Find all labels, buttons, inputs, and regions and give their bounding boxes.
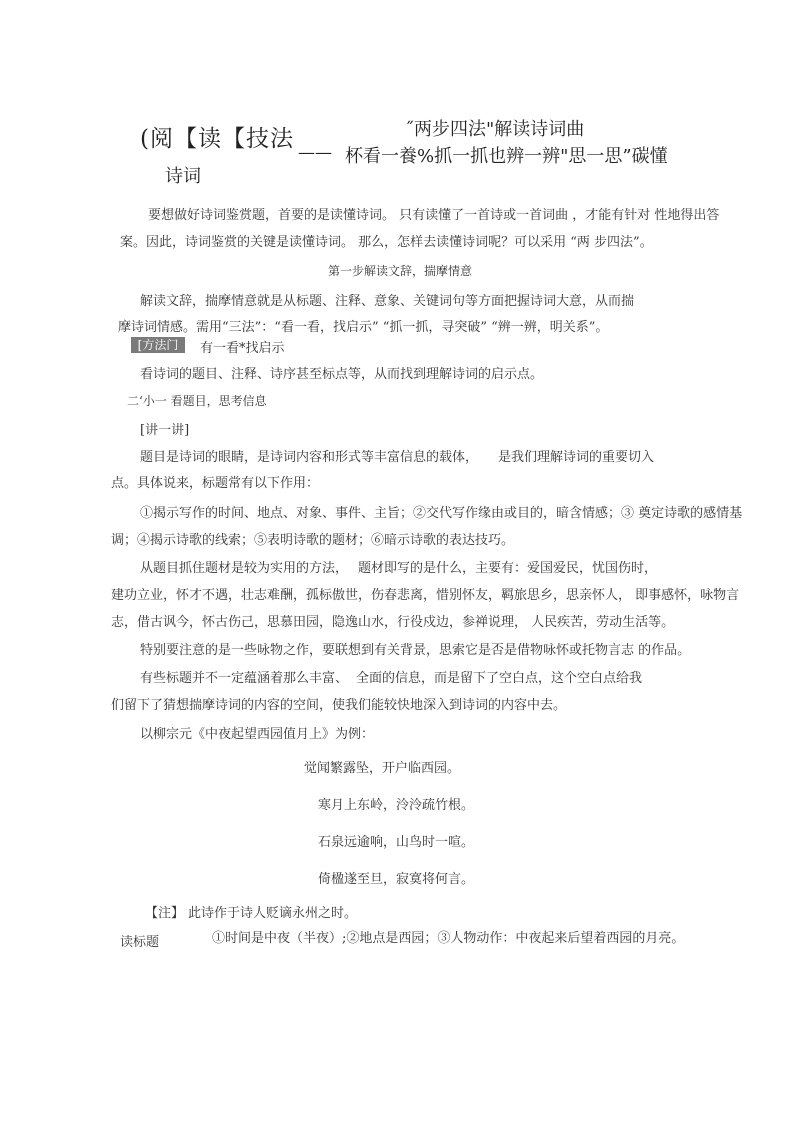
para1-b: 是我们理解诗词的重要切入	[498, 450, 655, 465]
intro-line-2: 案。因此，诗词鉴赏的关键是读懂诗词。 那么，怎样去读懂诗词呢？可以采用 “两 步四法”。	[120, 235, 653, 250]
method-label: 有一看*找启示	[200, 341, 285, 356]
lecture-label: [讲一讲]	[140, 423, 190, 438]
sub-heading: 二‘小一 看题目，思考信息	[127, 394, 267, 408]
note-label: 【注】	[145, 906, 185, 921]
title-dash: ——	[298, 143, 332, 163]
poem-line-4: 倚楹遂至旦，寂寞将何言。	[318, 872, 475, 887]
method-description: 看诗词的题目、注释、诗序甚至标点等，从而找到理解诗词的启示点。	[140, 367, 544, 382]
para3-line-3: 志，借古讽今，怀古伤己，思慕田园，隐逸山水，行役戍边，参禅说理， 人民疾苦，劳动生活等。	[111, 615, 675, 630]
title-subtitle: ˝两步四法"解读诗词曲	[405, 119, 585, 140]
method-tag: [方法门	[131, 337, 185, 353]
para5-b: 全面的信息，而是留下了空白点，这个空白点给我	[356, 671, 643, 686]
title-tail: 诗词	[165, 166, 201, 187]
para5-a: 有些标题并不一定蕴涵着那么丰富、	[140, 671, 349, 686]
step1-heading: 第一步解读文辞，揣摩情意	[328, 264, 473, 278]
poem-line-1: 觉闻繁露坠，开户临西园。	[304, 761, 461, 776]
para2-line-1: ①揭示写作的时间、地点、对象、事件、主旨；②交代写作缘由或目的，暗含情感；③ 奠定诗歌的感情基	[140, 506, 743, 521]
intro-line-1: 要想做好诗词鉴赏题，首要的是读懂诗词。 只有读懂了一首诗或一首词曲 ，才能有针对 性地得出答	[148, 208, 720, 223]
para5-line-2: 们留下了猜想揣摩诗词的内容的空间，使我们能较快地深入到诗词的内容中去。	[111, 698, 567, 713]
para4: 特别要注意的是一些咏物之作，要联想到有关背景，思索它是否是借物咏怀或托物言志 的作品。	[140, 643, 691, 658]
para3-a: 从题目抓住题材是较为实用的方法，	[140, 561, 349, 576]
title-prefix: (阅【读【技法	[140, 126, 294, 152]
para3-line-2: 建功立业，怀才不遇，壮志难酬，孤标傲世，伤春悲离，惜别怀友，羁旅思乡，思亲怀人， 即事感怀，咏物言	[111, 588, 740, 603]
example-intro: 以柳宗元《中夜起望西园值月上》为例：	[140, 727, 375, 742]
poem-line-3: 石泉远逾响，山鸟时一喧。	[318, 835, 475, 850]
step1-line-1: 解读文辞，揣摩情意就是从标题、注释、意象、关键词句等方面把握诗词大意，从而揣	[140, 294, 635, 309]
read-title-text: ①时间是中夜（半夜）;②地点是西园；③人物动作：中夜起来后望着西园的月亮。	[212, 931, 685, 946]
read-title-label: 读标题	[120, 935, 160, 950]
para1-a: 题目是诗词的眼睛，是诗词内容和形式等丰富信息的载体，	[140, 450, 479, 465]
para3-b: 题材即写的是什么，主要有：爱国爱民，忧国伤时，	[358, 561, 658, 576]
para2-line-2: 调；④揭示诗歌的线索；⑤表明诗歌的题材；⑥暗示诗歌的表达技巧。	[111, 533, 515, 548]
step1-line-2: 摩诗词情感。需用“三法”：“看一看，找启示” “抓一抓，寻突破” “辨一辨，明关系”。	[118, 320, 609, 335]
poem-line-2: 寒月上东岭，泠泠疏竹根。	[318, 798, 475, 813]
note-text: 此诗作于诗人贬谪永州之时。	[188, 906, 358, 921]
title-main: 杯看一養%抓一抓也辨一辨"思一思”碳懂	[345, 146, 668, 167]
para1-c: 点。具体说来，标题常有以下作用：	[111, 476, 320, 491]
